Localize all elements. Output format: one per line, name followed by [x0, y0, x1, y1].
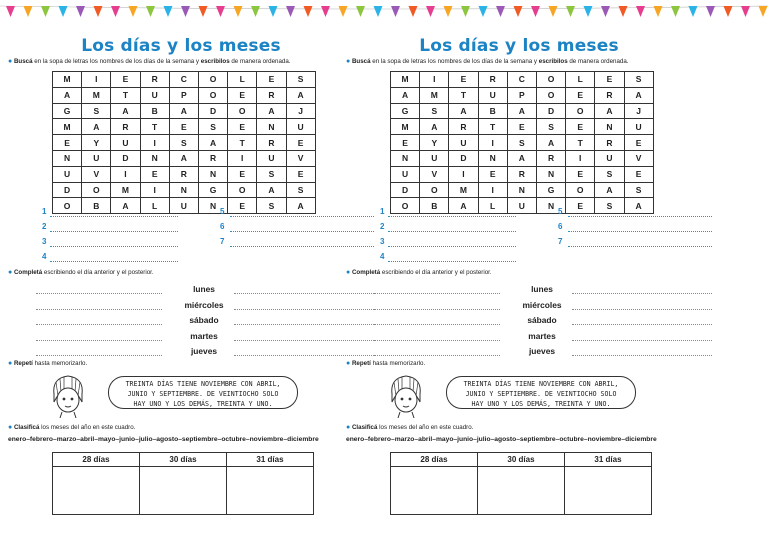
day-label: miércoles	[184, 300, 224, 310]
grid-letter: A	[286, 87, 315, 103]
grid-letter: I	[140, 182, 169, 198]
grid-letter: A	[257, 182, 286, 198]
grid-letter: E	[286, 135, 315, 151]
grid-letter: A	[391, 87, 420, 103]
banner-flag	[724, 6, 733, 17]
speech-bubble: TREINTA DÍAS TIENE NOVIEMBRE CON ABRIL, JUNIO Y SEPTIEMBRE. DE VEINTIOCHO SOLO HAY UNO Y LOS DEMÁS, TREINTA Y UNO.	[446, 376, 636, 409]
answer-line[interactable]	[568, 246, 712, 247]
header-28-days: 28 días	[53, 453, 140, 467]
grid-letter: A	[286, 198, 315, 214]
grid-letter: T	[111, 87, 140, 103]
grid-letter: E	[286, 166, 315, 182]
answer-number: 2	[380, 222, 385, 231]
grid-letter: V	[624, 150, 653, 166]
grid-letter: T	[566, 135, 595, 151]
grid-letter: V	[82, 166, 111, 182]
day-before-line[interactable]	[374, 324, 500, 325]
grid-letter: R	[478, 72, 507, 88]
grid-letter: I	[140, 135, 169, 151]
grid-letter: A	[53, 87, 82, 103]
word-search-grid	[52, 71, 316, 214]
grid-letter: E	[478, 166, 507, 182]
grid-letter: S	[595, 166, 624, 182]
grid-letter: A	[111, 198, 140, 214]
months-classification-table	[52, 452, 314, 515]
answer-number: 6	[220, 222, 225, 231]
grid-letter: N	[198, 198, 227, 214]
grid-letter: N	[53, 150, 82, 166]
grid-letter: M	[82, 87, 111, 103]
grid-letter: A	[82, 119, 111, 135]
grid-letter: J	[286, 103, 315, 119]
grid-letter: T	[478, 119, 507, 135]
answer-number: 3	[42, 237, 47, 246]
banner-flag	[759, 6, 768, 17]
grid-letter: Y	[420, 135, 449, 151]
grid-letter: E	[228, 198, 257, 214]
answer-number: 5	[220, 207, 225, 216]
grid-letter: E	[391, 135, 420, 151]
bullet-icon: ●	[8, 58, 13, 65]
answer-number: 6	[558, 222, 563, 231]
grid-letter: O	[566, 103, 595, 119]
grid-letter: B	[478, 103, 507, 119]
grid-letter: M	[420, 87, 449, 103]
grid-letter: U	[82, 150, 111, 166]
answer-number: 2	[42, 222, 47, 231]
grid-letter: D	[198, 103, 227, 119]
grid-letter: P	[169, 87, 198, 103]
header-31-days: 31 días	[227, 453, 314, 467]
cell-31-days[interactable]	[227, 467, 314, 515]
grid-letter: U	[420, 150, 449, 166]
grid-letter: N	[536, 166, 565, 182]
grid-letter: O	[391, 198, 420, 214]
grid-letter: C	[169, 72, 198, 88]
grid-letter: S	[595, 198, 624, 214]
grid-letter: S	[536, 119, 565, 135]
grid-letter: M	[449, 182, 478, 198]
grid-letter: A	[257, 103, 286, 119]
grid-letter: N	[536, 198, 565, 214]
grid-letter: B	[140, 103, 169, 119]
instruction-classify: ● Clasificá los meses del año en este cuadro.	[346, 424, 474, 431]
grid-letter: S	[624, 72, 653, 88]
grid-letter: E	[566, 198, 595, 214]
grid-letter: O	[536, 72, 565, 88]
grid-letter: O	[566, 182, 595, 198]
instruction-complete-days: ● Completá escribiendo el día anterior y el posterior.	[346, 269, 492, 276]
grid-letter: N	[478, 150, 507, 166]
banner-flag	[706, 6, 715, 17]
grid-letter: A	[449, 103, 478, 119]
grid-letter: B	[420, 198, 449, 214]
day-label: jueves	[528, 346, 556, 356]
grid-letter: L	[228, 72, 257, 88]
months-list: enero–febrero–marzo–abril–mayo–junio–julio–agosto–septiembre–octubre–noviembre–diciembre	[346, 436, 657, 443]
grid-letter: I	[478, 135, 507, 151]
day-label: sábado	[189, 315, 219, 325]
day-label: martes	[190, 331, 218, 341]
grid-letter: E	[449, 72, 478, 88]
grid-letter: L	[478, 198, 507, 214]
cell-30-days[interactable]	[140, 467, 227, 515]
grid-letter: A	[536, 135, 565, 151]
grid-letter: O	[198, 87, 227, 103]
banner-flag	[741, 6, 750, 17]
grid-letter: U	[595, 150, 624, 166]
instruction-word-search: ● Buscá en la sopa de letras los nombres de los días de la semana y escribilos de manera ordenada.	[8, 58, 291, 65]
day-before-line[interactable]	[374, 293, 500, 294]
grid-letter: D	[536, 103, 565, 119]
grid-letter: Y	[82, 135, 111, 151]
grid-letter: O	[420, 182, 449, 198]
cell-28-days[interactable]	[53, 467, 140, 515]
grid-letter: S	[82, 103, 111, 119]
grid-letter: A	[595, 103, 624, 119]
grid-letter: M	[53, 72, 82, 88]
answer-line[interactable]	[50, 216, 178, 217]
day-before-line[interactable]	[36, 309, 162, 310]
answer-number: 3	[380, 237, 385, 246]
grid-letter: P	[507, 87, 536, 103]
grid-letter: U	[391, 166, 420, 182]
grid-letter: D	[111, 150, 140, 166]
grid-letter: S	[286, 182, 315, 198]
grid-letter: E	[507, 119, 536, 135]
grid-letter: E	[566, 87, 595, 103]
grid-letter: A	[169, 103, 198, 119]
grid-letter: S	[624, 182, 653, 198]
grid-letter: V	[420, 166, 449, 182]
day-before-line[interactable]	[36, 324, 162, 325]
header-28-days: 28 días	[391, 453, 478, 467]
answer-number: 4	[42, 252, 47, 261]
day-after-line[interactable]	[572, 355, 712, 356]
answer-line[interactable]	[50, 231, 178, 232]
grid-letter: O	[228, 182, 257, 198]
grid-letter: G	[536, 182, 565, 198]
grid-letter: R	[507, 166, 536, 182]
grid-letter: E	[228, 119, 257, 135]
grid-letter: A	[449, 198, 478, 214]
grid-letter: S	[257, 198, 286, 214]
day-before-line[interactable]	[36, 355, 162, 356]
grid-letter: M	[53, 119, 82, 135]
grid-letter: J	[624, 103, 653, 119]
worksheet-page-right	[346, 0, 692, 543]
grid-letter: O	[228, 103, 257, 119]
grid-letter: E	[228, 87, 257, 103]
grid-letter: G	[198, 182, 227, 198]
day-before-line[interactable]	[374, 340, 500, 341]
grid-letter: A	[595, 182, 624, 198]
grid-letter: T	[449, 87, 478, 103]
grid-letter: N	[257, 119, 286, 135]
grid-letter: I	[566, 150, 595, 166]
answer-number: 5	[558, 207, 563, 216]
grid-letter: S	[420, 103, 449, 119]
grid-letter: B	[82, 198, 111, 214]
grid-letter: G	[53, 103, 82, 119]
grid-letter: D	[449, 150, 478, 166]
grid-letter: N	[595, 119, 624, 135]
grid-letter: G	[391, 103, 420, 119]
grid-letter: U	[478, 87, 507, 103]
grid-letter: M	[391, 119, 420, 135]
answer-number: 1	[380, 207, 385, 216]
answer-line[interactable]	[388, 231, 516, 232]
page-title: Los días y los meses	[81, 36, 281, 56]
grid-letter: N	[198, 166, 227, 182]
grid-letter: O	[82, 182, 111, 198]
answer-number: 1	[42, 207, 47, 216]
grid-letter: R	[111, 119, 140, 135]
grid-letter: R	[595, 135, 624, 151]
grid-letter: R	[257, 87, 286, 103]
header-30-days: 30 días	[478, 453, 565, 467]
grid-letter: T	[140, 119, 169, 135]
grid-letter: U	[507, 198, 536, 214]
grid-letter: E	[169, 119, 198, 135]
grid-letter: E	[111, 72, 140, 88]
grid-letter: L	[140, 198, 169, 214]
grid-letter: U	[111, 135, 140, 151]
day-label: lunes	[531, 284, 553, 294]
cell-30-days[interactable]	[478, 467, 565, 515]
grid-letter: E	[566, 119, 595, 135]
answer-line[interactable]	[388, 216, 516, 217]
grid-letter: I	[82, 72, 111, 88]
day-label: jueves	[190, 346, 218, 356]
grid-letter: A	[111, 103, 140, 119]
bullet-icon: ●	[346, 58, 351, 65]
grid-letter: A	[624, 198, 653, 214]
grid-letter: S	[257, 166, 286, 182]
grid-letter: D	[53, 182, 82, 198]
months-list: enero–febrero–marzo–abril–mayo–junio–julio–agosto–septiembre–octubre–noviembre–diciembre	[8, 436, 319, 443]
page-title: Los días y los meses	[419, 36, 619, 56]
answer-line[interactable]	[388, 246, 516, 247]
grid-letter: A	[624, 87, 653, 103]
header-31-days: 31 días	[565, 453, 652, 467]
grid-letter: N	[140, 150, 169, 166]
grid-letter: N	[507, 182, 536, 198]
grid-letter: E	[53, 135, 82, 151]
cell-31-days[interactable]	[565, 467, 652, 515]
grid-letter: I	[228, 150, 257, 166]
grid-letter: U	[53, 166, 82, 182]
answer-line[interactable]	[568, 231, 712, 232]
answer-number: 7	[558, 237, 563, 246]
grid-letter: U	[140, 87, 169, 103]
grid-letter: T	[228, 135, 257, 151]
grid-letter: N	[169, 182, 198, 198]
grid-letter: I	[449, 166, 478, 182]
grid-letter: O	[536, 87, 565, 103]
grid-letter: U	[449, 135, 478, 151]
day-after-line[interactable]	[572, 324, 712, 325]
day-after-line[interactable]	[572, 293, 712, 294]
grid-letter: O	[198, 72, 227, 88]
grid-letter: A	[507, 150, 536, 166]
grid-letter: A	[198, 135, 227, 151]
grid-letter: S	[507, 135, 536, 151]
worksheet-page-left	[8, 0, 354, 543]
instruction-memorize: ● Repetí hasta memorizarlo.	[8, 360, 88, 367]
answer-number: 7	[220, 237, 225, 246]
grid-letter: L	[566, 72, 595, 88]
day-after-line[interactable]	[572, 309, 712, 310]
day-label: sábado	[527, 315, 557, 325]
day-label: lunes	[193, 284, 215, 294]
answer-line[interactable]	[50, 246, 178, 247]
grid-letter: U	[286, 119, 315, 135]
day-before-line[interactable]	[374, 355, 500, 356]
day-after-line[interactable]	[572, 340, 712, 341]
grid-letter: E	[257, 72, 286, 88]
grid-letter: R	[140, 72, 169, 88]
instruction-complete-days: ● Completá escribiendo el día anterior y el posterior.	[8, 269, 154, 276]
girl-illustration-icon	[388, 372, 424, 418]
grid-letter: R	[198, 150, 227, 166]
grid-letter: R	[595, 87, 624, 103]
day-before-line[interactable]	[36, 293, 162, 294]
grid-letter: V	[286, 150, 315, 166]
grid-letter: I	[111, 166, 140, 182]
answer-line[interactable]	[50, 261, 178, 262]
instruction-memorize: ● Repetí hasta memorizarlo.	[346, 360, 426, 367]
grid-letter: E	[595, 72, 624, 88]
grid-letter: E	[566, 166, 595, 182]
day-before-line[interactable]	[374, 309, 500, 310]
grid-letter: E	[228, 166, 257, 182]
grid-letter: I	[478, 182, 507, 198]
grid-letter: N	[391, 150, 420, 166]
grid-letter: S	[198, 119, 227, 135]
day-label: martes	[528, 331, 556, 341]
grid-letter: A	[169, 150, 198, 166]
grid-letter: A	[420, 119, 449, 135]
grid-letter: U	[169, 198, 198, 214]
grid-letter: R	[449, 119, 478, 135]
instruction-word-search: ● Buscá en la sopa de letras los nombres de los días de la semana y escribilos de manera ordenada.	[346, 58, 629, 65]
grid-letter: E	[624, 135, 653, 151]
grid-letter: S	[286, 72, 315, 88]
grid-letter: O	[53, 198, 82, 214]
girl-illustration-icon	[50, 372, 86, 418]
grid-letter: A	[507, 103, 536, 119]
header-30-days: 30 días	[140, 453, 227, 467]
grid-letter: U	[624, 119, 653, 135]
grid-letter: E	[140, 166, 169, 182]
answer-line[interactable]	[388, 261, 516, 262]
answer-line[interactable]	[568, 216, 712, 217]
day-label: miércoles	[522, 300, 562, 310]
grid-letter: R	[536, 150, 565, 166]
grid-letter: S	[169, 135, 198, 151]
grid-letter: C	[507, 72, 536, 88]
grid-letter: M	[111, 182, 140, 198]
grid-letter: E	[624, 166, 653, 182]
speech-bubble: TREINTA DÍAS TIENE NOVIEMBRE CON ABRIL, JUNIO Y SEPTIEMBRE. DE VEINTIOCHO SOLO HAY UNO Y LOS DEMÁS, TREINTA Y UNO.	[108, 376, 298, 409]
grid-letter: R	[257, 135, 286, 151]
answer-number: 4	[380, 252, 385, 261]
grid-letter: M	[391, 72, 420, 88]
word-search-grid	[390, 71, 654, 214]
grid-letter: D	[391, 182, 420, 198]
grid-letter: I	[420, 72, 449, 88]
cell-28-days[interactable]	[391, 467, 478, 515]
grid-letter: R	[169, 166, 198, 182]
grid-letter: U	[257, 150, 286, 166]
instruction-classify: ● Clasificá los meses del año en este cuadro.	[8, 424, 136, 431]
months-classification-table	[390, 452, 652, 515]
day-before-line[interactable]	[36, 340, 162, 341]
